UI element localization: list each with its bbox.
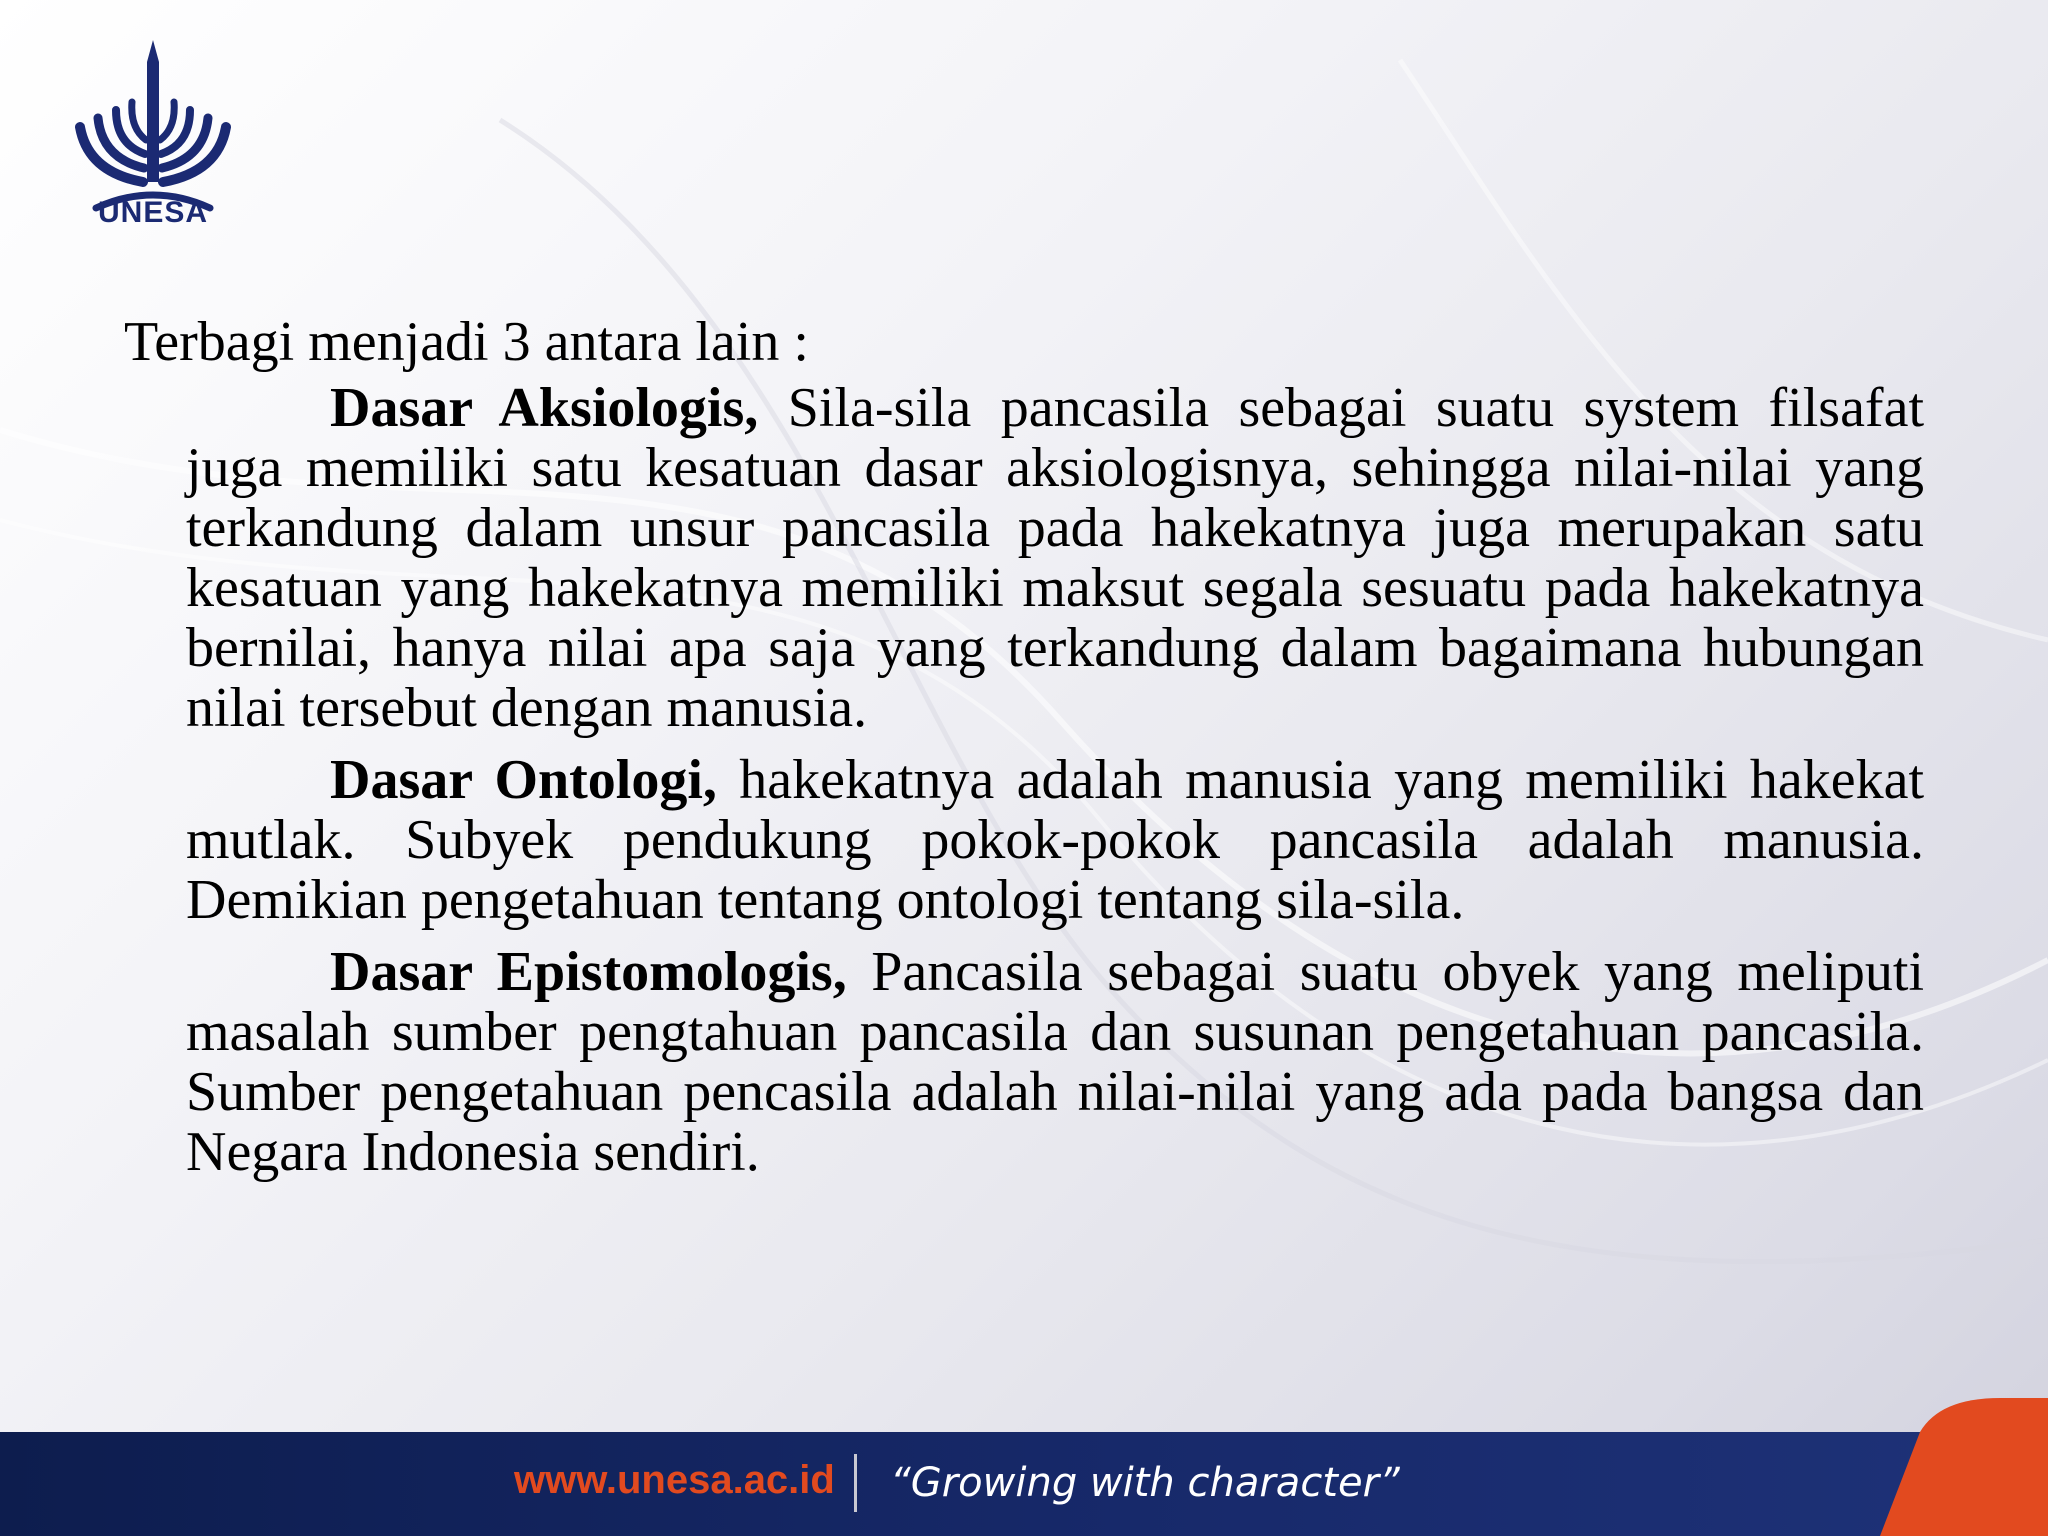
- corner-accent-shape: [1880, 1396, 2048, 1536]
- body-epistomologis: Pancasila sebagai suatu obyek yang meliputi masalah sumber pengtahuan pancasila dan susunan pengetahuan pancasila. Sumber pengetahuan pencasila adalah nilai-nilai yang ada pada bangsa dan Negara Indonesia sendiri.: [186, 941, 1924, 1183]
- logo-wordmark: UNESA: [97, 196, 208, 229]
- paragraph-ontologi: [186, 750, 1924, 930]
- intro-text: Terbagi menjadi 3 antara lain :: [124, 311, 809, 373]
- footer-bar: [0, 1432, 2048, 1536]
- heading-aksiologis: Dasar Aksiologis,: [330, 377, 759, 439]
- slide-body: [124, 312, 1924, 1194]
- footer-url: www.unesa.ac.id: [514, 1458, 835, 1502]
- footer-tagline: “Growing with character”: [890, 1460, 1400, 1506]
- paragraph-aksiologis: [186, 378, 1924, 738]
- heading-ontologi: Dasar Ontologi,: [330, 749, 717, 811]
- footer-divider: [854, 1454, 857, 1512]
- heading-epistomologis: Dasar Epistomologis,: [330, 941, 847, 1003]
- body-aksiologis: Sila-sila pancasila sebagai suatu system filsafat juga memiliki satu kesatuan dasar aksiologisnya, sehingga nilai-nilai yang terkandung dalam unsur pancasila pada hakekatnya juga merupakan satu kesatuan yang hakekatnya memiliki maksut segala sesuatu pada hakekatnya bernilai, hanya nilai apa saja yang terkandung dalam bagaimana hubungan nilai tersebut dengan manusia.: [186, 377, 1924, 739]
- paragraph-epistomologis: [186, 942, 1924, 1182]
- body-ontologi: hakekatnya adalah manusia yang memiliki hakekat mutlak. Subyek pendukung pokok-pokok pancasila adalah manusia. Demikian pengetahuan tentang ontologi tentang sila-sila.: [186, 749, 1925, 931]
